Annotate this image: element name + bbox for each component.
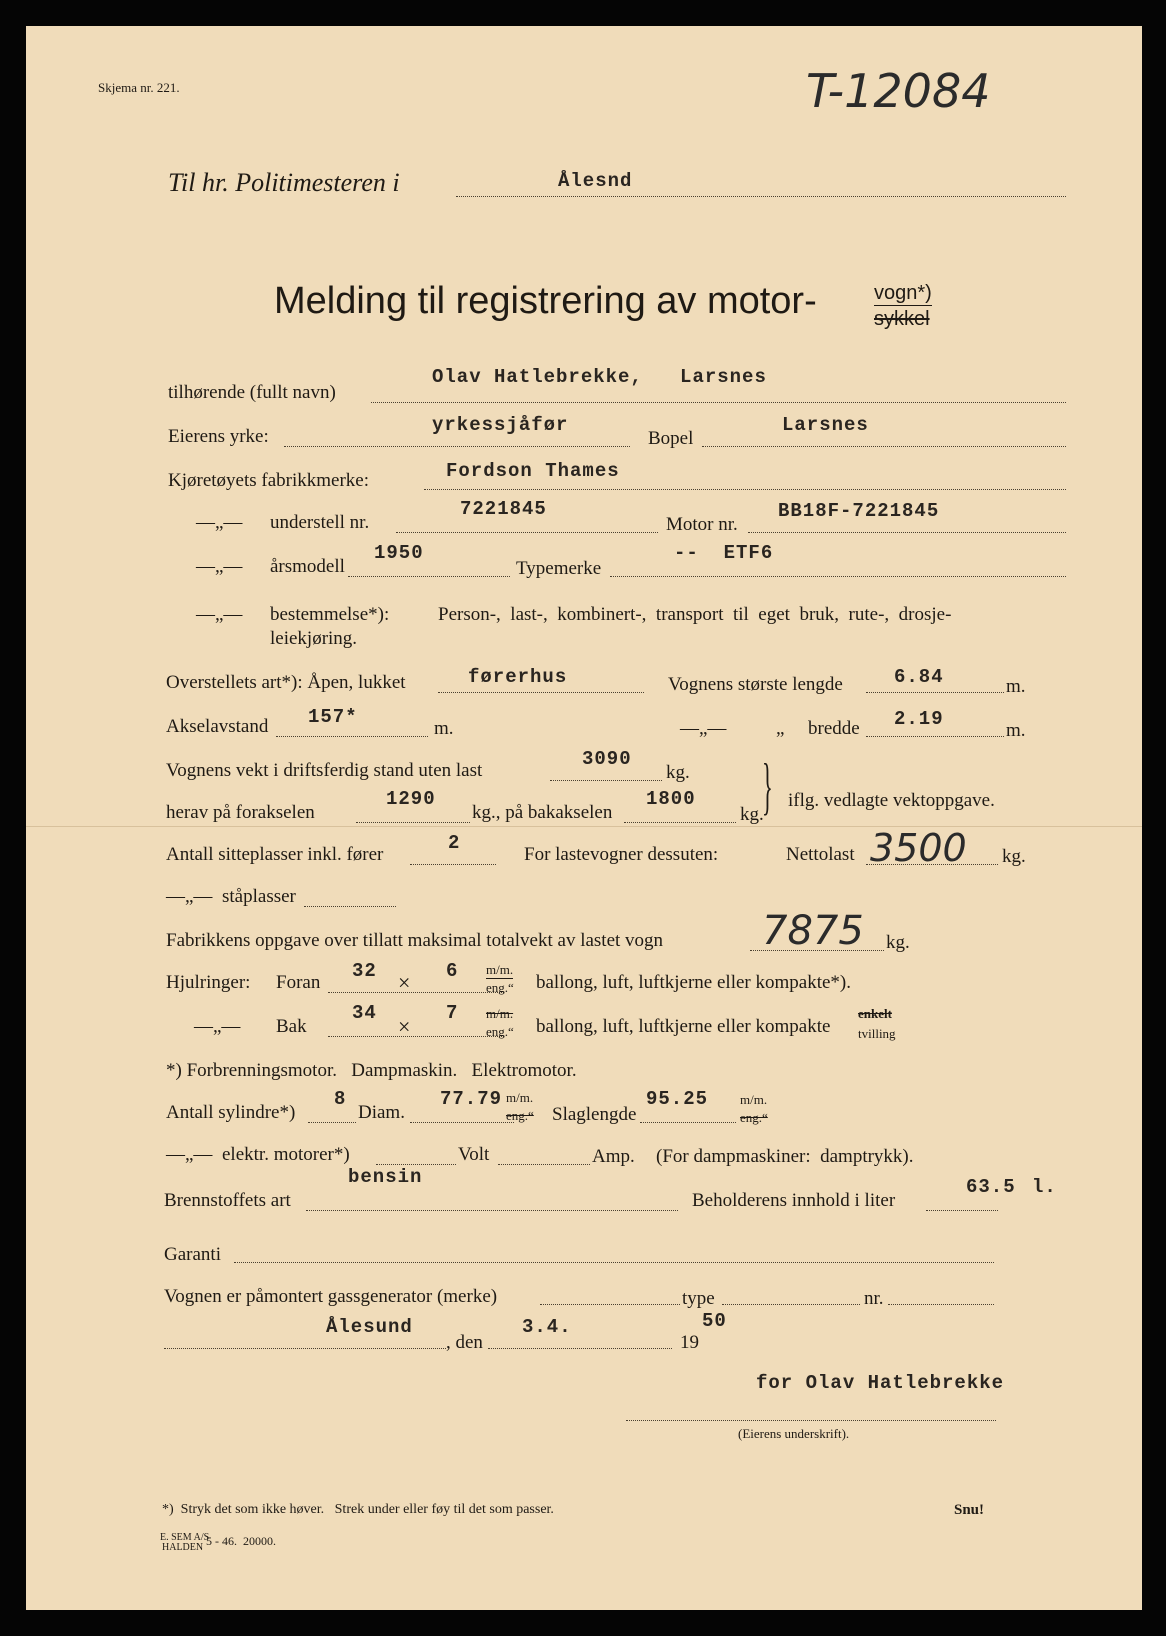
year-label: årsmodell [270,556,345,577]
truck-label: For lastevogner dessuten: [524,844,719,865]
width-label: bredde [808,718,860,739]
tires-front-a: 32 [352,960,377,982]
year-suffix: 50 [702,1310,727,1332]
tires-front-label: Foran [276,972,321,993]
wheelbase-unit: m. [434,718,454,739]
unit-eng: eng.“ [486,1024,514,1039]
weight-label: Vognens vekt i driftsferdig stand uten last [166,760,483,781]
turn-over: Snu! [954,1502,985,1518]
print-code: 5 - 46. 20000. [206,1534,276,1548]
weight-value: 3090 [582,748,632,770]
rear-axle-unit: kg. [740,804,764,825]
title-option-vehicle: vogn*) [874,282,932,304]
width-unit: m. [1006,720,1026,741]
occupation-label: Eierens yrke: [168,426,269,447]
tires-front-b: 6 [446,960,459,982]
wheelbase-value: 157* [308,706,358,728]
stroke-value: 95.25 [646,1088,709,1110]
tires-label: Hjulringer: [166,972,251,993]
seats-value: 2 [448,832,461,854]
signature-label: (Eierens underskrift). [738,1426,850,1441]
fuel-label: Brennstoffets art [164,1190,291,1211]
ditto-mark: —„— [196,556,243,577]
residence-value: Larsnes [782,414,869,436]
ditto-mark: —„— [194,1016,241,1037]
owner-label: tilhørende (fullt navn) [168,382,336,403]
form-page [26,26,1142,1610]
max-weight-value: 7875 [762,908,864,954]
purpose-options: Person-, last-, kombinert-, transport til eget bruk, rute-, drosje- [438,604,952,625]
length-unit: m. [1006,676,1026,697]
tank-label: Beholderens innhold i liter [692,1190,896,1211]
diam-label: Diam. [358,1102,405,1123]
fold-crease [26,826,1142,827]
max-weight-label: Fabrikkens oppgave over tillatt maksimal totalvekt av lastet vogn [166,930,664,951]
motor-label: Motor nr. [666,514,738,535]
rear-axle-label: kg., på bakakselen [472,802,613,823]
stroke-label: Slaglengde [552,1104,637,1125]
tires-rear-desc: ballong, luft, luftkjerne eller kompakte [536,1016,831,1037]
tires-rear-a: 34 [352,1002,377,1024]
cylinders-label: Antall sylindre*) [166,1102,296,1123]
date-label: , den [446,1332,483,1353]
times-sign: × [398,1014,411,1039]
printer-name: E. SEM A/S [160,1532,210,1543]
unit-eng: eng.“ [740,1110,768,1125]
tank-unit: l. [1032,1176,1057,1198]
standing-label: ståplasser [222,886,296,907]
guarantee-label: Garanti [164,1244,221,1265]
brace: } [762,750,773,821]
length-value: 6.84 [894,666,944,688]
body-label: Overstellets art*): Åpen, lukket [166,672,406,693]
gas-nr-label: nr. [864,1288,884,1309]
title-option-bike: sykkel [874,308,930,330]
weight-note: iflg. vedlagte vektoppgave. [788,790,995,811]
type-value: -- ETF6 [674,542,774,564]
addressee-label: Til hr. Politimesteren i [168,168,400,197]
form-number: Skjema nr. 221. [98,80,180,95]
tank-value: 63.5 [966,1176,1016,1198]
purpose-options-cont: leiekjøring. [270,628,358,649]
max-weight-unit: kg. [886,932,910,953]
year-value: 1950 [374,542,424,564]
tire-single: enkelt [858,1006,892,1021]
front-axle-value: 1290 [386,788,436,810]
diam-value: 77.79 [440,1088,503,1110]
unit-mm: m/m. [740,1092,768,1107]
chassis-label: understell nr. [270,512,370,533]
unit-mm: m/m. [486,962,514,977]
year-prefix: 19 [680,1332,699,1353]
occupation-value: yrkessjåfør [432,414,569,436]
type-label: Typemerke [516,558,602,579]
addressee-value: Ålesnd [558,170,633,192]
electric-label: elektr. motorer*) [222,1144,350,1165]
signature-text: for Olav Hatlebrekke [756,1372,1005,1394]
seats-label: Antall sitteplasser inkl. fører [166,844,384,865]
fuel-value: bensin [348,1166,423,1188]
tire-twin: tvilling [858,1026,896,1041]
date-value: 3.4. [522,1316,572,1338]
body-value: førerhus [468,666,568,688]
net-load-value: 3500 [870,826,967,870]
rear-axle-value: 1800 [646,788,696,810]
net-load-label: Nettolast [786,844,855,865]
place-value: Ålesund [326,1316,413,1338]
make-label: Kjøretøyets fabrikkmerke: [168,470,370,491]
unit-eng: eng.“ [486,980,514,995]
front-axle-label: herav på forakselen [166,802,315,823]
width-ditto: „ [776,718,785,739]
gas-type-label: type [682,1288,715,1309]
engine-note: *) Forbrenningsmotor. Dampmaskin. Elektromotor. [166,1060,577,1081]
length-label: Vognens største lengde [668,674,843,695]
ditto-mark: —„— [680,718,727,739]
volt-label: Volt [458,1144,490,1165]
purpose-label: bestemmelse*): [270,604,390,625]
ditto-mark: —„— [166,886,213,907]
weight-unit: kg. [666,762,690,783]
make-value: Fordson Thames [446,460,620,482]
unit-mm: m/m. [486,1006,514,1021]
footer-note: *) Stryk det som ikke høver. Strek under eller føy til det som passer. [162,1502,554,1517]
times-sign: × [398,970,411,995]
chassis-value: 7221845 [460,498,547,520]
tires-front-desc: ballong, luft, luftkjerne eller kompakte*). [536,972,851,993]
wheelbase-label: Akselavstand [166,716,269,737]
owner-value: Olav Hatlebrekke, Larsnes [432,366,767,388]
archive-number: T-12084 [806,64,991,118]
tires-rear-label: Bak [276,1016,307,1037]
net-load-unit: kg. [1002,846,1026,867]
ditto-mark: —„— [196,512,243,533]
ditto-mark: —„— [166,1144,213,1165]
motor-value: BB18F-7221845 [778,500,940,522]
form-title: Melding til registrering av motor- [274,280,817,322]
steam-label: (For dampmaskiner: damptrykk). [656,1146,914,1167]
cylinders-value: 8 [334,1088,347,1110]
ditto-mark: —„— [196,604,243,625]
tires-rear-b: 7 [446,1002,459,1024]
printer-city: HALDEN [162,1542,204,1553]
unit-mm: m/m. [506,1090,534,1105]
residence-label: Bopel [648,428,694,449]
amp-label: Amp. [592,1146,635,1167]
gas-label: Vognen er påmontert gassgenerator (merke) [164,1286,498,1307]
unit-eng: eng.“ [506,1108,534,1123]
width-value: 2.19 [894,708,944,730]
